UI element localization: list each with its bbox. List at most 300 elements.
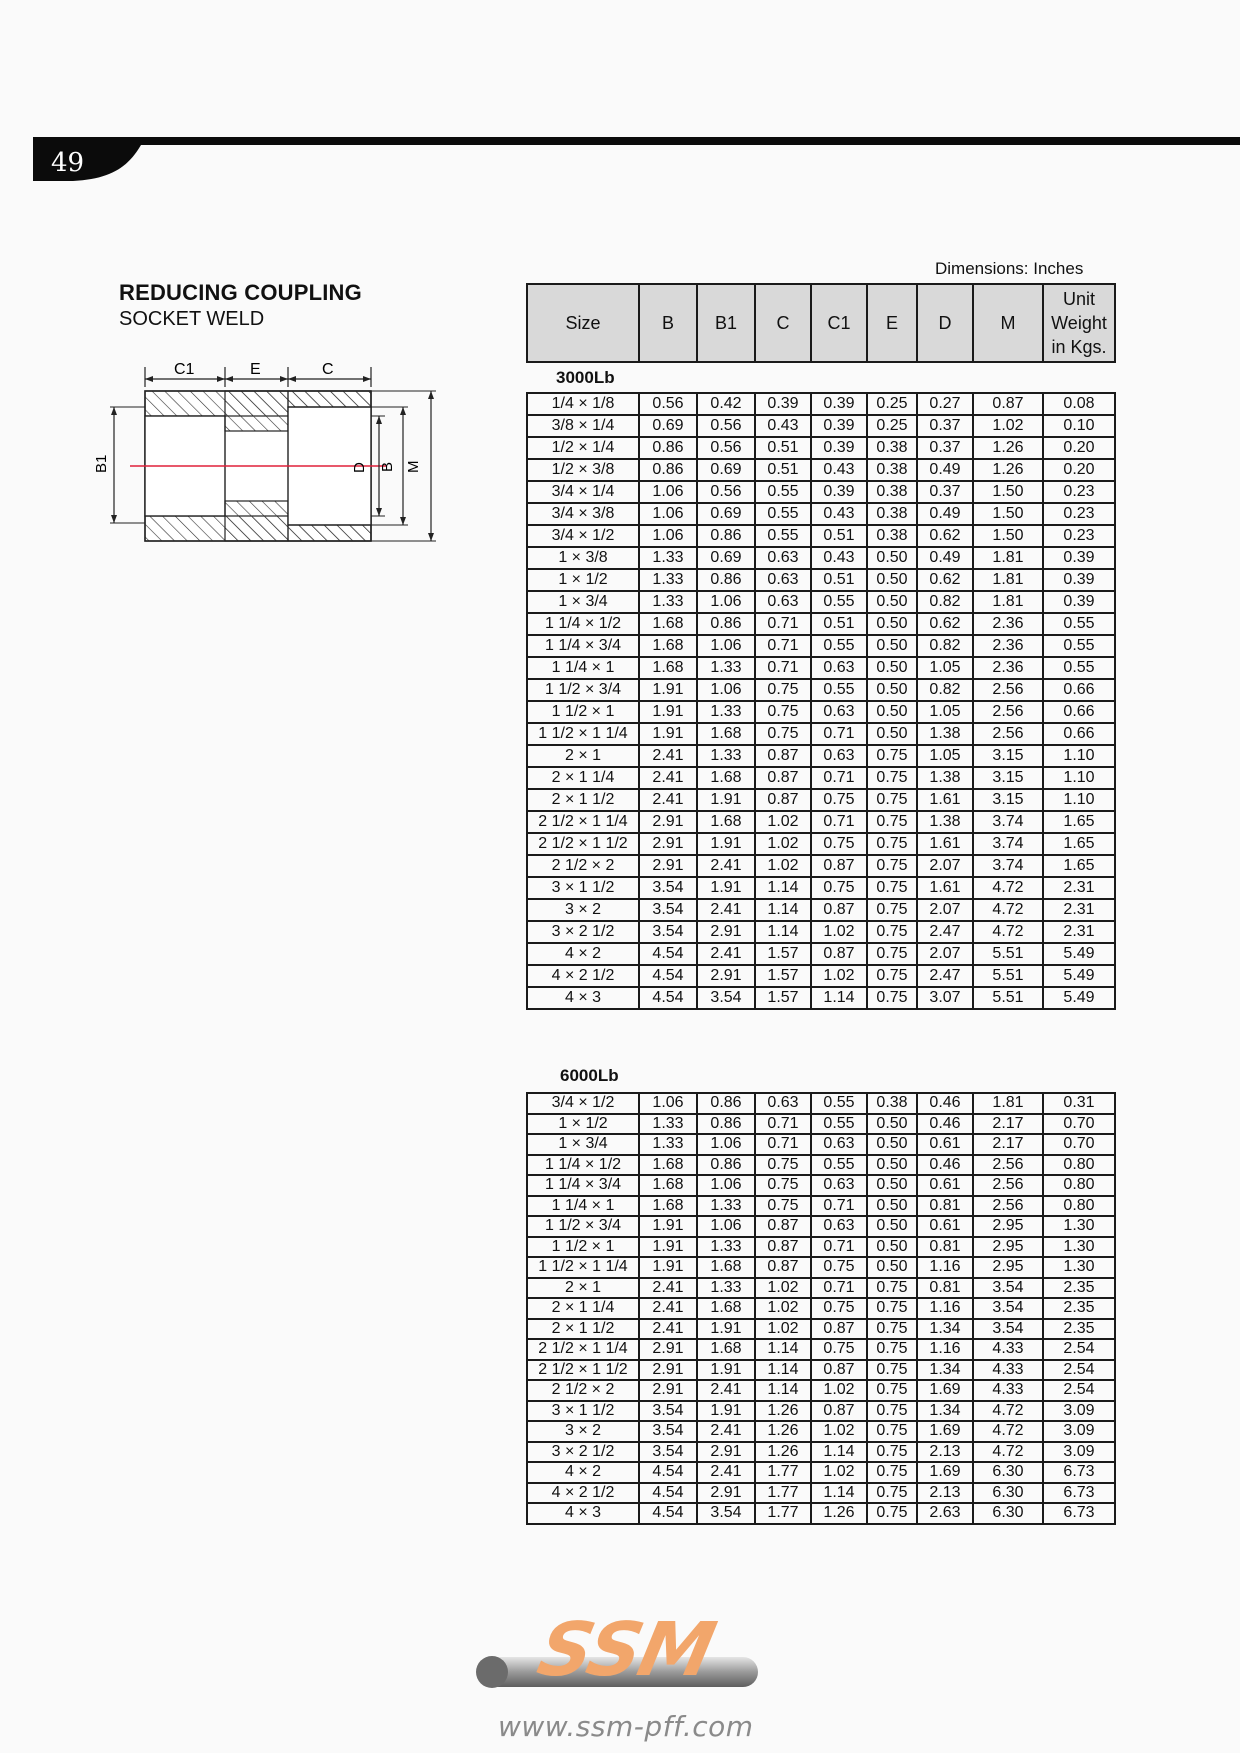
col-header-b: B xyxy=(639,284,697,362)
table-row xyxy=(527,393,1115,415)
value-cell: 0.55 xyxy=(1043,635,1115,657)
value-cell: 0.56 xyxy=(697,437,755,459)
value-cell: 2.91 xyxy=(639,1380,697,1401)
value-cell: 0.75 xyxy=(755,701,811,723)
value-cell: 0.50 xyxy=(867,1196,917,1217)
value-cell: 4.72 xyxy=(973,1442,1043,1463)
value-cell: 0.51 xyxy=(811,569,867,591)
value-cell: 0.20 xyxy=(1043,459,1115,481)
value-cell: 0.75 xyxy=(867,1360,917,1381)
value-cell: 0.75 xyxy=(755,1155,811,1176)
value-cell: 1.77 xyxy=(755,1503,811,1524)
size-cell: 3 × 2 1/2 xyxy=(527,921,639,943)
value-cell: 0.63 xyxy=(755,547,811,569)
dim-label-b1: B1 xyxy=(93,454,110,473)
value-cell: 0.23 xyxy=(1043,481,1115,503)
value-cell: 1.38 xyxy=(917,811,973,833)
value-cell: 0.75 xyxy=(811,1298,867,1319)
value-cell: 1.02 xyxy=(755,1298,811,1319)
value-cell: 0.38 xyxy=(867,481,917,503)
value-cell: 0.37 xyxy=(917,437,973,459)
size-cell: 4 × 2 xyxy=(527,1462,639,1483)
value-cell: 0.75 xyxy=(811,833,867,855)
value-cell: 1.68 xyxy=(697,1339,755,1360)
value-cell: 1.68 xyxy=(639,1175,697,1196)
value-cell: 1.33 xyxy=(639,1114,697,1135)
value-cell: 3.54 xyxy=(639,1442,697,1463)
value-cell: 1.06 xyxy=(697,635,755,657)
value-cell: 0.49 xyxy=(917,459,973,481)
value-cell: 6.30 xyxy=(973,1462,1043,1483)
value-cell: 1.33 xyxy=(639,569,697,591)
value-cell: 2.17 xyxy=(973,1134,1043,1155)
value-cell: 0.55 xyxy=(1043,657,1115,679)
value-cell: 1.34 xyxy=(917,1319,973,1340)
size-cell: 2 1/2 × 2 xyxy=(527,1380,639,1401)
size-cell: 3/4 × 1/2 xyxy=(527,525,639,547)
value-cell: 1.02 xyxy=(811,1380,867,1401)
value-cell: 0.75 xyxy=(867,767,917,789)
value-cell: 1.91 xyxy=(697,833,755,855)
value-cell: 0.46 xyxy=(917,1114,973,1135)
table-row xyxy=(527,745,1115,767)
value-cell: 1.68 xyxy=(639,613,697,635)
value-cell: 0.38 xyxy=(867,459,917,481)
value-cell: 4.54 xyxy=(639,943,697,965)
value-cell: 1.68 xyxy=(697,1298,755,1319)
value-cell: 3.54 xyxy=(973,1319,1043,1340)
value-cell: 0.69 xyxy=(697,503,755,525)
value-cell: 0.71 xyxy=(811,1237,867,1258)
value-cell: 1.10 xyxy=(1043,789,1115,811)
value-cell: 2.36 xyxy=(973,635,1043,657)
table-row xyxy=(527,1483,1115,1504)
value-cell: 1.91 xyxy=(697,1319,755,1340)
value-cell: 0.87 xyxy=(811,1360,867,1381)
col-header-b1: B1 xyxy=(697,284,755,362)
value-cell: 0.86 xyxy=(697,1155,755,1176)
value-cell: 0.39 xyxy=(811,481,867,503)
page-number-tab xyxy=(33,145,141,181)
value-cell: 1.14 xyxy=(811,1442,867,1463)
value-cell: 0.75 xyxy=(867,899,917,921)
value-cell: 4.72 xyxy=(973,899,1043,921)
size-cell: 1 × 1/2 xyxy=(527,569,639,591)
value-cell: 1.33 xyxy=(639,547,697,569)
value-cell: 4.54 xyxy=(639,1503,697,1524)
table-row xyxy=(527,1196,1115,1217)
value-cell: 0.69 xyxy=(697,459,755,481)
value-cell: 1.30 xyxy=(1043,1257,1115,1278)
size-cell: 2 × 1 xyxy=(527,745,639,767)
value-cell: 2.36 xyxy=(973,613,1043,635)
value-cell: 0.75 xyxy=(867,811,917,833)
value-cell: 0.39 xyxy=(1043,569,1115,591)
value-cell: 0.55 xyxy=(811,1114,867,1135)
product-title: REDUCING COUPLING xyxy=(119,280,362,305)
value-cell: 0.80 xyxy=(1043,1175,1115,1196)
value-cell: 2.41 xyxy=(639,767,697,789)
value-cell: 0.55 xyxy=(755,525,811,547)
size-cell: 2 1/2 × 1 1/4 xyxy=(527,811,639,833)
table-row xyxy=(527,1278,1115,1299)
value-cell: 0.71 xyxy=(755,1134,811,1155)
size-cell: 2 × 1 1/2 xyxy=(527,789,639,811)
value-cell: 0.75 xyxy=(867,943,917,965)
value-cell: 0.50 xyxy=(867,1257,917,1278)
table-row xyxy=(527,1503,1115,1524)
value-cell: 0.71 xyxy=(811,811,867,833)
value-cell: 0.39 xyxy=(811,415,867,437)
size-cell: 3 × 2 1/2 xyxy=(527,1442,639,1463)
table-row xyxy=(527,965,1115,987)
value-cell: 1.14 xyxy=(755,1339,811,1360)
value-cell: 0.63 xyxy=(755,569,811,591)
value-cell: 0.75 xyxy=(867,921,917,943)
size-cell: 2 × 1 xyxy=(527,1278,639,1299)
value-cell: 3.15 xyxy=(973,745,1043,767)
value-cell: 0.75 xyxy=(755,679,811,701)
value-cell: 0.66 xyxy=(1043,723,1115,745)
value-cell: 0.50 xyxy=(867,1155,917,1176)
value-cell: 2.07 xyxy=(917,855,973,877)
table-row xyxy=(527,525,1115,547)
value-cell: 1.02 xyxy=(811,1462,867,1483)
value-cell: 1.77 xyxy=(755,1462,811,1483)
value-cell: 0.62 xyxy=(917,525,973,547)
value-cell: 1.33 xyxy=(697,745,755,767)
value-cell: 0.75 xyxy=(867,1339,917,1360)
size-cell: 1 × 1/2 xyxy=(527,1114,639,1135)
value-cell: 2.54 xyxy=(1043,1380,1115,1401)
value-cell: 1.06 xyxy=(697,591,755,613)
value-cell: 0.50 xyxy=(867,723,917,745)
value-cell: 2.91 xyxy=(697,1442,755,1463)
value-cell: 0.82 xyxy=(917,635,973,657)
value-cell: 0.55 xyxy=(755,481,811,503)
value-cell: 0.86 xyxy=(697,569,755,591)
value-cell: 4.33 xyxy=(973,1380,1043,1401)
value-cell: 1.91 xyxy=(639,1216,697,1237)
value-cell: 0.75 xyxy=(755,723,811,745)
value-cell: 0.31 xyxy=(1043,1093,1115,1114)
size-cell: 4 × 2 xyxy=(527,943,639,965)
value-cell: 0.20 xyxy=(1043,437,1115,459)
value-cell: 1.61 xyxy=(917,833,973,855)
value-cell: 1.02 xyxy=(973,415,1043,437)
value-cell: 0.87 xyxy=(755,1216,811,1237)
table-row xyxy=(527,657,1115,679)
value-cell: 0.51 xyxy=(811,613,867,635)
table-row xyxy=(527,921,1115,943)
section-label-6000lb: 6000Lb xyxy=(560,1066,619,1085)
dim-label-c1: C1 xyxy=(174,361,195,378)
dim-label-e: E xyxy=(250,361,261,378)
value-cell: 0.50 xyxy=(867,1175,917,1196)
value-cell: 3.54 xyxy=(639,921,697,943)
value-cell: 2.95 xyxy=(973,1257,1043,1278)
value-cell: 1.06 xyxy=(697,1216,755,1237)
value-cell: 2.07 xyxy=(917,943,973,965)
value-cell: 2.91 xyxy=(639,1360,697,1381)
size-cell: 1/2 × 1/4 xyxy=(527,437,639,459)
size-cell: 1 × 3/8 xyxy=(527,547,639,569)
value-cell: 0.70 xyxy=(1043,1134,1115,1155)
value-cell: 0.75 xyxy=(811,1257,867,1278)
table-row xyxy=(527,833,1115,855)
value-cell: 0.87 xyxy=(973,393,1043,415)
value-cell: 1.06 xyxy=(639,1093,697,1114)
size-cell: 3/4 × 1/2 xyxy=(527,1093,639,1114)
value-cell: 0.75 xyxy=(867,1421,917,1442)
value-cell: 1.26 xyxy=(973,459,1043,481)
value-cell: 1.16 xyxy=(917,1298,973,1319)
size-cell: 2 1/2 × 2 xyxy=(527,855,639,877)
value-cell: 0.71 xyxy=(755,635,811,657)
value-cell: 5.51 xyxy=(973,965,1043,987)
table-row xyxy=(527,1298,1115,1319)
table-row xyxy=(527,635,1115,657)
value-cell: 6.73 xyxy=(1043,1483,1115,1504)
value-cell: 1.06 xyxy=(697,1134,755,1155)
value-cell: 1.61 xyxy=(917,789,973,811)
dim-label-d: D xyxy=(351,462,368,473)
col-header-c: C xyxy=(755,284,811,362)
value-cell: 0.37 xyxy=(917,481,973,503)
value-cell: 0.63 xyxy=(811,1216,867,1237)
value-cell: 0.39 xyxy=(811,437,867,459)
value-cell: 0.62 xyxy=(917,569,973,591)
value-cell: 0.55 xyxy=(811,1093,867,1114)
value-cell: 1.50 xyxy=(973,503,1043,525)
value-cell: 4.72 xyxy=(973,1421,1043,1442)
value-cell: 1.02 xyxy=(811,1421,867,1442)
value-cell: 0.75 xyxy=(867,965,917,987)
value-cell: 2.95 xyxy=(973,1237,1043,1258)
value-cell: 1.57 xyxy=(755,943,811,965)
value-cell: 1.26 xyxy=(973,437,1043,459)
value-cell: 2.54 xyxy=(1043,1339,1115,1360)
value-cell: 3.74 xyxy=(973,811,1043,833)
value-cell: 0.43 xyxy=(811,459,867,481)
value-cell: 0.49 xyxy=(917,547,973,569)
table-row xyxy=(527,437,1115,459)
value-cell: 2.17 xyxy=(973,1114,1043,1135)
value-cell: 0.51 xyxy=(811,525,867,547)
col-header-unit-weight: Unit Weight in Kgs. xyxy=(1043,284,1115,362)
value-cell: 1.38 xyxy=(917,723,973,745)
product-subtitle: SOCKET WELD xyxy=(119,308,265,330)
size-cell: 4 × 2 1/2 xyxy=(527,965,639,987)
size-cell: 1/2 × 3/8 xyxy=(527,459,639,481)
size-cell: 3 × 2 xyxy=(527,899,639,921)
dim-label-b: B xyxy=(379,461,396,472)
value-cell: 1.57 xyxy=(755,987,811,1009)
value-cell: 0.27 xyxy=(917,393,973,415)
value-cell: 0.08 xyxy=(1043,393,1115,415)
value-cell: 1.65 xyxy=(1043,833,1115,855)
col-header-c1: C1 xyxy=(811,284,867,362)
value-cell: 1.50 xyxy=(973,525,1043,547)
size-cell: 1 1/2 × 3/4 xyxy=(527,1216,639,1237)
value-cell: 1.05 xyxy=(917,745,973,767)
size-cell: 3 × 1 1/2 xyxy=(527,877,639,899)
value-cell: 1.14 xyxy=(755,1380,811,1401)
value-cell: 2.56 xyxy=(973,1155,1043,1176)
value-cell: 6.30 xyxy=(973,1503,1043,1524)
value-cell: 1.14 xyxy=(811,987,867,1009)
value-cell: 0.39 xyxy=(1043,547,1115,569)
value-cell: 0.86 xyxy=(697,525,755,547)
table-row xyxy=(527,1114,1115,1135)
value-cell: 2.41 xyxy=(639,1278,697,1299)
value-cell: 1.33 xyxy=(639,591,697,613)
value-cell: 1.16 xyxy=(917,1339,973,1360)
value-cell: 2.41 xyxy=(639,745,697,767)
table-row xyxy=(527,767,1115,789)
size-cell: 4 × 3 xyxy=(527,1503,639,1524)
value-cell: 0.55 xyxy=(755,503,811,525)
value-cell: 1.81 xyxy=(973,591,1043,613)
value-cell: 1.91 xyxy=(639,723,697,745)
value-cell: 4.72 xyxy=(973,921,1043,943)
size-cell: 1 1/4 × 1/2 xyxy=(527,1155,639,1176)
size-cell: 1 1/2 × 1 1/4 xyxy=(527,723,639,745)
value-cell: 2.91 xyxy=(639,1339,697,1360)
value-cell: 2.91 xyxy=(639,855,697,877)
value-cell: 2.41 xyxy=(697,899,755,921)
value-cell: 0.75 xyxy=(867,1462,917,1483)
value-cell: 2.31 xyxy=(1043,877,1115,899)
value-cell: 0.55 xyxy=(811,635,867,657)
value-cell: 0.39 xyxy=(755,393,811,415)
table-row xyxy=(527,481,1115,503)
value-cell: 0.87 xyxy=(755,1257,811,1278)
table-row xyxy=(527,1155,1115,1176)
value-cell: 0.50 xyxy=(867,657,917,679)
value-cell: 1.91 xyxy=(697,877,755,899)
table-row xyxy=(527,855,1115,877)
value-cell: 4.54 xyxy=(639,987,697,1009)
value-cell: 4.33 xyxy=(973,1360,1043,1381)
value-cell: 0.39 xyxy=(1043,591,1115,613)
value-cell: 0.61 xyxy=(917,1175,973,1196)
value-cell: 0.71 xyxy=(811,723,867,745)
value-cell: 2.36 xyxy=(973,657,1043,679)
value-cell: 0.75 xyxy=(867,1483,917,1504)
value-cell: 2.41 xyxy=(639,1298,697,1319)
value-cell: 0.87 xyxy=(811,1319,867,1340)
value-cell: 3.54 xyxy=(697,987,755,1009)
top-rule xyxy=(33,137,1240,145)
table-row xyxy=(527,1237,1115,1258)
value-cell: 0.75 xyxy=(811,877,867,899)
value-cell: 1.91 xyxy=(697,789,755,811)
value-cell: 1.91 xyxy=(639,701,697,723)
value-cell: 2.31 xyxy=(1043,899,1115,921)
value-cell: 1.10 xyxy=(1043,767,1115,789)
value-cell: 0.56 xyxy=(697,415,755,437)
size-cell: 2 × 1 1/2 xyxy=(527,1319,639,1340)
value-cell: 1.30 xyxy=(1043,1216,1115,1237)
value-cell: 0.51 xyxy=(755,437,811,459)
value-cell: 0.50 xyxy=(867,701,917,723)
value-cell: 3.15 xyxy=(973,789,1043,811)
value-cell: 1.81 xyxy=(973,569,1043,591)
value-cell: 0.61 xyxy=(917,1134,973,1155)
value-cell: 1.33 xyxy=(697,657,755,679)
size-cell: 2 × 1 1/4 xyxy=(527,767,639,789)
value-cell: 0.75 xyxy=(867,877,917,899)
value-cell: 3.09 xyxy=(1043,1421,1115,1442)
value-cell: 0.75 xyxy=(867,789,917,811)
value-cell: 0.75 xyxy=(867,1401,917,1422)
table-row xyxy=(527,415,1115,437)
value-cell: 3.54 xyxy=(639,1401,697,1422)
value-cell: 0.66 xyxy=(1043,701,1115,723)
value-cell: 1.14 xyxy=(811,1483,867,1504)
value-cell: 0.55 xyxy=(811,679,867,701)
table-row xyxy=(527,811,1115,833)
value-cell: 1.14 xyxy=(755,899,811,921)
value-cell: 0.87 xyxy=(811,943,867,965)
value-cell: 1.02 xyxy=(755,811,811,833)
value-cell: 0.69 xyxy=(639,415,697,437)
size-cell: 1 1/2 × 1 xyxy=(527,1237,639,1258)
spec-table-6000lb xyxy=(526,1092,1116,1525)
value-cell: 2.41 xyxy=(639,789,697,811)
value-cell: 0.82 xyxy=(917,591,973,613)
value-cell: 0.87 xyxy=(811,1401,867,1422)
value-cell: 2.91 xyxy=(639,833,697,855)
size-cell: 2 × 1 1/4 xyxy=(527,1298,639,1319)
value-cell: 0.43 xyxy=(811,503,867,525)
value-cell: 2.56 xyxy=(973,701,1043,723)
table-row xyxy=(527,1462,1115,1483)
value-cell: 1.02 xyxy=(755,1278,811,1299)
value-cell: 2.41 xyxy=(639,1319,697,1340)
value-cell: 2.91 xyxy=(697,965,755,987)
col-header-m: M xyxy=(973,284,1043,362)
size-cell: 3 × 1 1/2 xyxy=(527,1401,639,1422)
value-cell: 0.82 xyxy=(917,679,973,701)
value-cell: 1.68 xyxy=(697,811,755,833)
value-cell: 0.50 xyxy=(867,547,917,569)
table-row xyxy=(527,569,1115,591)
value-cell: 2.56 xyxy=(973,723,1043,745)
value-cell: 6.73 xyxy=(1043,1503,1115,1524)
value-cell: 1.06 xyxy=(639,481,697,503)
value-cell: 4.33 xyxy=(973,1339,1043,1360)
value-cell: 1.77 xyxy=(755,1483,811,1504)
value-cell: 0.63 xyxy=(755,1093,811,1114)
value-cell: 2.54 xyxy=(1043,1360,1115,1381)
value-cell: 0.61 xyxy=(917,1216,973,1237)
table-row xyxy=(527,503,1115,525)
value-cell: 0.25 xyxy=(867,415,917,437)
value-cell: 0.75 xyxy=(811,789,867,811)
value-cell: 1.68 xyxy=(639,657,697,679)
value-cell: 1.26 xyxy=(811,1503,867,1524)
value-cell: 1.68 xyxy=(697,1257,755,1278)
value-cell: 0.80 xyxy=(1043,1196,1115,1217)
value-cell: 0.62 xyxy=(917,613,973,635)
value-cell: 2.13 xyxy=(917,1442,973,1463)
value-cell: 1.68 xyxy=(697,767,755,789)
value-cell: 2.56 xyxy=(973,1175,1043,1196)
value-cell: 0.38 xyxy=(867,1093,917,1114)
value-cell: 3.54 xyxy=(639,877,697,899)
